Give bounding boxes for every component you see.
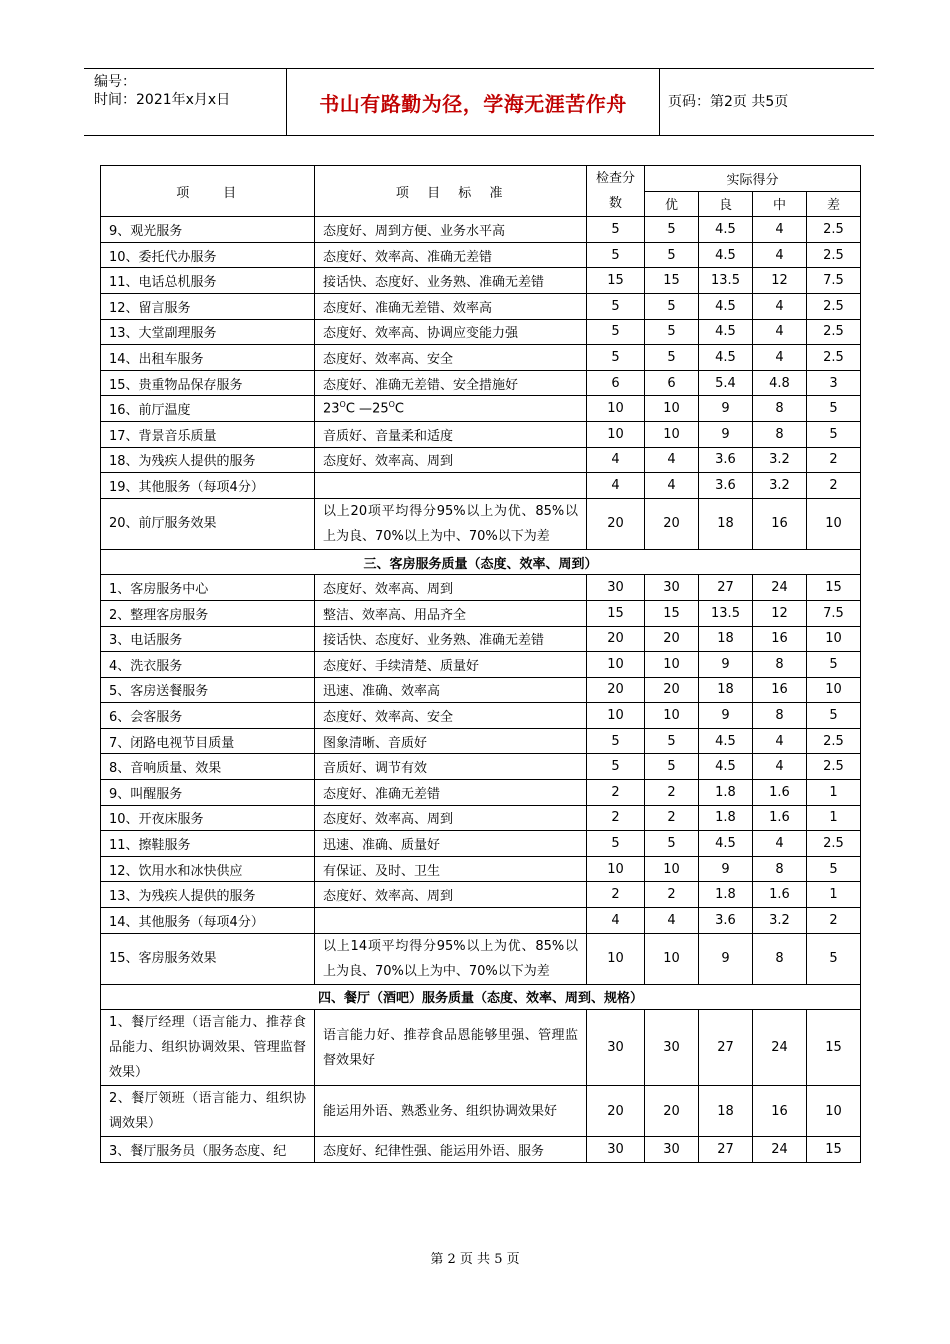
row-standard [315,473,587,499]
row-item: 5、客房送餐服务 [101,677,315,703]
row-excellent: 10 [645,652,699,678]
row-medium: 4 [753,754,807,780]
row-good: 4.5 [699,831,753,857]
header-good: 良 [699,191,753,217]
table-row [101,831,861,857]
section-heading-row [101,549,861,575]
row-excellent: 15 [645,600,699,626]
table-row [101,268,861,294]
row-excellent: 10 [645,421,699,447]
table-row [101,652,861,678]
row-good: 5.4 [699,370,753,396]
row-score: 5 [587,831,645,857]
table-row [101,421,861,447]
row-item: 13、为残疾人提供的服务 [101,882,315,908]
header-check-score: 检查分数 [587,166,645,217]
row-medium: 3.2 [753,908,807,934]
row-standard: 有保证、及时、卫生 [315,856,587,882]
section-4 [101,984,861,1010]
row-poor: 2.5 [807,728,861,754]
row-standard: 图象清晰、音质好 [315,728,587,754]
row-medium: 4 [753,728,807,754]
row-standard: 态度好、周到方便、业务水平高 [315,217,587,243]
table-row [101,1137,861,1163]
row-excellent: 5 [645,831,699,857]
row-item: 18、为残疾人提供的服务 [101,447,315,473]
table-row [101,805,861,831]
row-medium: 16 [753,1086,807,1137]
table-row [101,345,861,371]
row-good: 1.8 [699,805,753,831]
table-row [101,575,861,601]
row-standard: 态度好、手续清楚、质量好 [315,652,587,678]
room-service-rows [101,575,861,984]
row-medium: 12 [753,600,807,626]
row-good: 9 [699,703,753,729]
row-poor: 7.5 [807,600,861,626]
front-temp-row [101,396,861,422]
table-row [101,293,861,319]
row-medium: 1.6 [753,780,807,806]
row-score: 10 [587,396,645,422]
row-poor: 1 [807,780,861,806]
row-good: 1.8 [699,780,753,806]
row-excellent: 2 [645,780,699,806]
table-row [101,754,861,780]
front-desk-rows-2 [101,421,861,549]
row-score: 20 [587,626,645,652]
row-medium: 16 [753,626,807,652]
row-medium: 3.2 [753,473,807,499]
row-item: 10、委托代办服务 [101,242,315,268]
row-score: 30 [587,1137,645,1163]
row-standard: 态度好、纪律性强、能运用外语、服务 [315,1137,587,1163]
row-score: 4 [587,473,645,499]
row-poor: 10 [807,677,861,703]
restaurant-rows [101,1010,861,1163]
row-poor: 15 [807,1010,861,1086]
row-poor: 5 [807,933,861,984]
table-header-row [101,166,861,192]
table-row [101,780,861,806]
row-good: 9 [699,421,753,447]
row-medium: 4 [753,831,807,857]
row-standard: 态度好、效率高、安全 [315,345,587,371]
section-3-title: 三、客房服务质量（态度、效率、周到） [101,549,861,575]
row-excellent: 5 [645,242,699,268]
row-medium: 8 [753,421,807,447]
row-item: 10、开夜床服务 [101,805,315,831]
row-poor: 5 [807,856,861,882]
row-poor: 2.5 [807,293,861,319]
service-quality-table [100,165,861,1163]
row-poor: 2.5 [807,831,861,857]
row-medium: 24 [753,1137,807,1163]
row-medium: 8 [753,652,807,678]
table-row [101,908,861,934]
row-good: 9 [699,652,753,678]
row-good: 4.5 [699,754,753,780]
row-poor: 2.5 [807,242,861,268]
row-good: 4.5 [699,345,753,371]
table-row [101,370,861,396]
row-excellent: 4 [645,473,699,499]
row-good: 3.6 [699,473,753,499]
row-medium: 4 [753,293,807,319]
row-excellent: 30 [645,1137,699,1163]
row-standard: 音质好、音量柔和适度 [315,421,587,447]
row-item: 2、餐厅领班（语言能力、组织协调效果） [101,1086,315,1137]
row-poor: 5 [807,396,861,422]
row-poor: 5 [807,652,861,678]
row-medium: 16 [753,677,807,703]
front-desk-rows [101,217,861,396]
row-excellent: 10 [645,396,699,422]
row-excellent: 10 [645,703,699,729]
row-excellent: 6 [645,370,699,396]
row-item: 9、观光服务 [101,217,315,243]
row-poor: 7.5 [807,268,861,294]
header-poor: 差 [807,191,861,217]
serial-label: 编号： [94,74,136,90]
row-item: 3、电话服务 [101,626,315,652]
row-standard: 态度好、准确无差错 [315,780,587,806]
row-good: 27 [699,1137,753,1163]
row-standard: 接话快、态度好、业务熟、准确无差错 [315,268,587,294]
row-medium: 4 [753,345,807,371]
row-standard: 语言能力好、推荐食品恩能够里强、管理监督效果好 [315,1010,587,1086]
row-score: 5 [587,345,645,371]
row-good: 1.8 [699,882,753,908]
row-good: 13.5 [699,268,753,294]
table-row [101,217,861,243]
row-item: 1、餐厅经理（语言能力、推荐食品能力、组织协调效果、管理监督效果） [101,1010,315,1086]
row-medium: 4 [753,319,807,345]
row-excellent: 20 [645,626,699,652]
row-item: 14、出租车服务 [101,345,315,371]
row-excellent: 30 [645,575,699,601]
row-good: 4.5 [699,319,753,345]
row-poor: 2.5 [807,319,861,345]
row-standard: 态度好、准确无差错、效率高 [315,293,587,319]
row-medium: 24 [753,1010,807,1086]
table-row [101,1010,861,1086]
row-item: 8、音响质量、效果 [101,754,315,780]
row-good: 9 [699,856,753,882]
row-item: 11、电话总机服务 [101,268,315,294]
row-standard: 音质好、调节有效 [315,754,587,780]
row-item: 6、会客服务 [101,703,315,729]
table-row [101,396,861,422]
row-poor: 2 [807,447,861,473]
row-medium: 1.6 [753,882,807,908]
header-page-number: 页码：第2页 共5页 [668,94,789,110]
row-good: 18 [699,626,753,652]
row-excellent: 2 [645,805,699,831]
row-item: 4、洗衣服务 [101,652,315,678]
row-good: 27 [699,1010,753,1086]
row-excellent: 5 [645,217,699,243]
row-good: 4.5 [699,293,753,319]
row-score: 4 [587,447,645,473]
row-standard: 态度好、效率高、准确无差错 [315,242,587,268]
row-standard: 态度好、效率高、安全 [315,703,587,729]
row-good: 9 [699,933,753,984]
row-score: 2 [587,805,645,831]
page-header [84,68,874,136]
row-score: 5 [587,217,645,243]
row-score: 20 [587,677,645,703]
row-medium: 8 [753,703,807,729]
row-item: 7、闭路电视节目质量 [101,728,315,754]
table-row [101,933,861,984]
row-excellent: 10 [645,856,699,882]
row-standard: 整洁、效率高、用品齐全 [315,600,587,626]
header-motto: 书山有路勤为径，学海无涯苦作舟 [286,69,660,135]
row-poor: 5 [807,421,861,447]
row-good: 27 [699,575,753,601]
row-poor: 2.5 [807,217,861,243]
table-row [101,242,861,268]
row-medium: 24 [753,575,807,601]
row-good: 4.5 [699,217,753,243]
row-score: 10 [587,421,645,447]
header-standard: 项 目 标 准 [315,166,587,217]
row-good: 3.6 [699,908,753,934]
row-score: 30 [587,575,645,601]
row-score: 4 [587,908,645,934]
row-standard [315,908,587,934]
row-medium: 8 [753,856,807,882]
row-score: 5 [587,728,645,754]
row-medium: 12 [753,268,807,294]
row-score: 30 [587,1010,645,1086]
row-standard: 态度好、效率高、周到 [315,805,587,831]
row-standard: 态度好、效率高、周到 [315,882,587,908]
row-good: 13.5 [699,600,753,626]
table-row [101,703,861,729]
table-row [101,728,861,754]
row-excellent: 4 [645,447,699,473]
header-item: 项 目 [101,166,315,217]
row-score: 10 [587,933,645,984]
row-item: 14、其他服务（每项4分） [101,908,315,934]
row-score: 10 [587,703,645,729]
row-score: 5 [587,242,645,268]
table-row [101,1086,861,1137]
row-poor: 1 [807,805,861,831]
row-standard: 迅速、准确、效率高 [315,677,587,703]
page-footer: 第 2 页 共 5 页 [430,1252,520,1267]
row-item: 9、叫醒服务 [101,780,315,806]
section-3 [101,549,861,575]
header-info [94,73,284,109]
row-item: 13、大堂副理服务 [101,319,315,345]
row-standard: 以上14项平均得分95%以上为优、85%以上为良、70%以上为中、70%以下为差 [315,933,587,984]
row-good: 18 [699,677,753,703]
row-score: 15 [587,600,645,626]
row-standard: $23^OC$ $—25^OC$ [315,396,587,422]
row-medium: 4 [753,217,807,243]
row-item: 20、前厅服务效果 [101,498,315,549]
row-poor: 2 [807,908,861,934]
table-row [101,447,861,473]
time-label: 时间：2021年x月x日 [94,92,231,108]
row-score: 5 [587,319,645,345]
table-row [101,856,861,882]
row-excellent: 5 [645,728,699,754]
row-medium: 4.8 [753,370,807,396]
row-poor: 15 [807,575,861,601]
row-score: 20 [587,498,645,549]
row-medium: 8 [753,933,807,984]
header-medium: 中 [753,191,807,217]
header-actual-score: 实际得分 [645,166,861,192]
row-standard: 态度好、效率高、周到 [315,575,587,601]
row-item: 2、整理客房服务 [101,600,315,626]
row-standard: 以上20项平均得分95%以上为优、85%以上为良、70%以上为中、70%以下为差 [315,498,587,549]
row-excellent: 20 [645,498,699,549]
row-poor: 1 [807,882,861,908]
row-item: 1、客房服务中心 [101,575,315,601]
row-excellent: 4 [645,908,699,934]
row-item: 16、前厅温度 [101,396,315,422]
row-good: 18 [699,498,753,549]
row-score: 2 [587,882,645,908]
row-score: 6 [587,370,645,396]
row-medium: 16 [753,498,807,549]
row-medium: 8 [753,396,807,422]
row-medium: 1.6 [753,805,807,831]
row-excellent: 5 [645,754,699,780]
table-row [101,882,861,908]
row-score: 5 [587,293,645,319]
header-excellent: 优 [645,191,699,217]
section-heading-row [101,984,861,1010]
table-row [101,600,861,626]
row-good: 9 [699,396,753,422]
table-row [101,319,861,345]
row-item: 19、其他服务（每项4分） [101,473,315,499]
row-item: 15、客房服务效果 [101,933,315,984]
row-item: 15、贵重物品保存服务 [101,370,315,396]
row-standard: 迅速、准确、质量好 [315,831,587,857]
row-poor: 5 [807,703,861,729]
row-item: 17、背景音乐质量 [101,421,315,447]
row-standard: 能运用外语、熟悉业务、组织协调效果好 [315,1086,587,1137]
section-4-title: 四、餐厅（酒吧）服务质量（态度、效率、周到、规格） [101,984,861,1010]
row-excellent: 5 [645,293,699,319]
row-poor: 15 [807,1137,861,1163]
row-item: 12、饮用水和冰快供应 [101,856,315,882]
row-item: 3、餐厅服务员（服务态度、纪 [101,1137,315,1163]
table-row [101,473,861,499]
row-excellent: 20 [645,1086,699,1137]
row-poor: 2.5 [807,754,861,780]
row-poor: 2.5 [807,345,861,371]
row-standard: 接话快、态度好、业务熟、准确无差错 [315,626,587,652]
row-standard: 态度好、效率高、周到 [315,447,587,473]
row-item: 11、擦鞋服务 [101,831,315,857]
row-poor: 10 [807,498,861,549]
row-standard: 态度好、准确无差错、安全措施好 [315,370,587,396]
row-good: 4.5 [699,728,753,754]
row-score: 5 [587,754,645,780]
row-excellent: 5 [645,319,699,345]
row-excellent: 10 [645,933,699,984]
row-excellent: 20 [645,677,699,703]
row-excellent: 15 [645,268,699,294]
row-score: 20 [587,1086,645,1137]
row-good: 3.6 [699,447,753,473]
table-row [101,677,861,703]
row-score: 10 [587,652,645,678]
row-poor: 10 [807,1086,861,1137]
table-row [101,626,861,652]
row-poor: 10 [807,626,861,652]
row-score: 2 [587,780,645,806]
row-poor: 2 [807,473,861,499]
row-medium: 3.2 [753,447,807,473]
row-good: 18 [699,1086,753,1137]
row-good: 4.5 [699,242,753,268]
row-score: 10 [587,856,645,882]
row-excellent: 5 [645,345,699,371]
row-poor: 3 [807,370,861,396]
row-medium: 4 [753,242,807,268]
row-excellent: 2 [645,882,699,908]
row-excellent: 30 [645,1010,699,1086]
table-row [101,498,861,549]
row-item: 12、留言服务 [101,293,315,319]
row-score: 15 [587,268,645,294]
row-standard: 态度好、效率高、协调应变能力强 [315,319,587,345]
